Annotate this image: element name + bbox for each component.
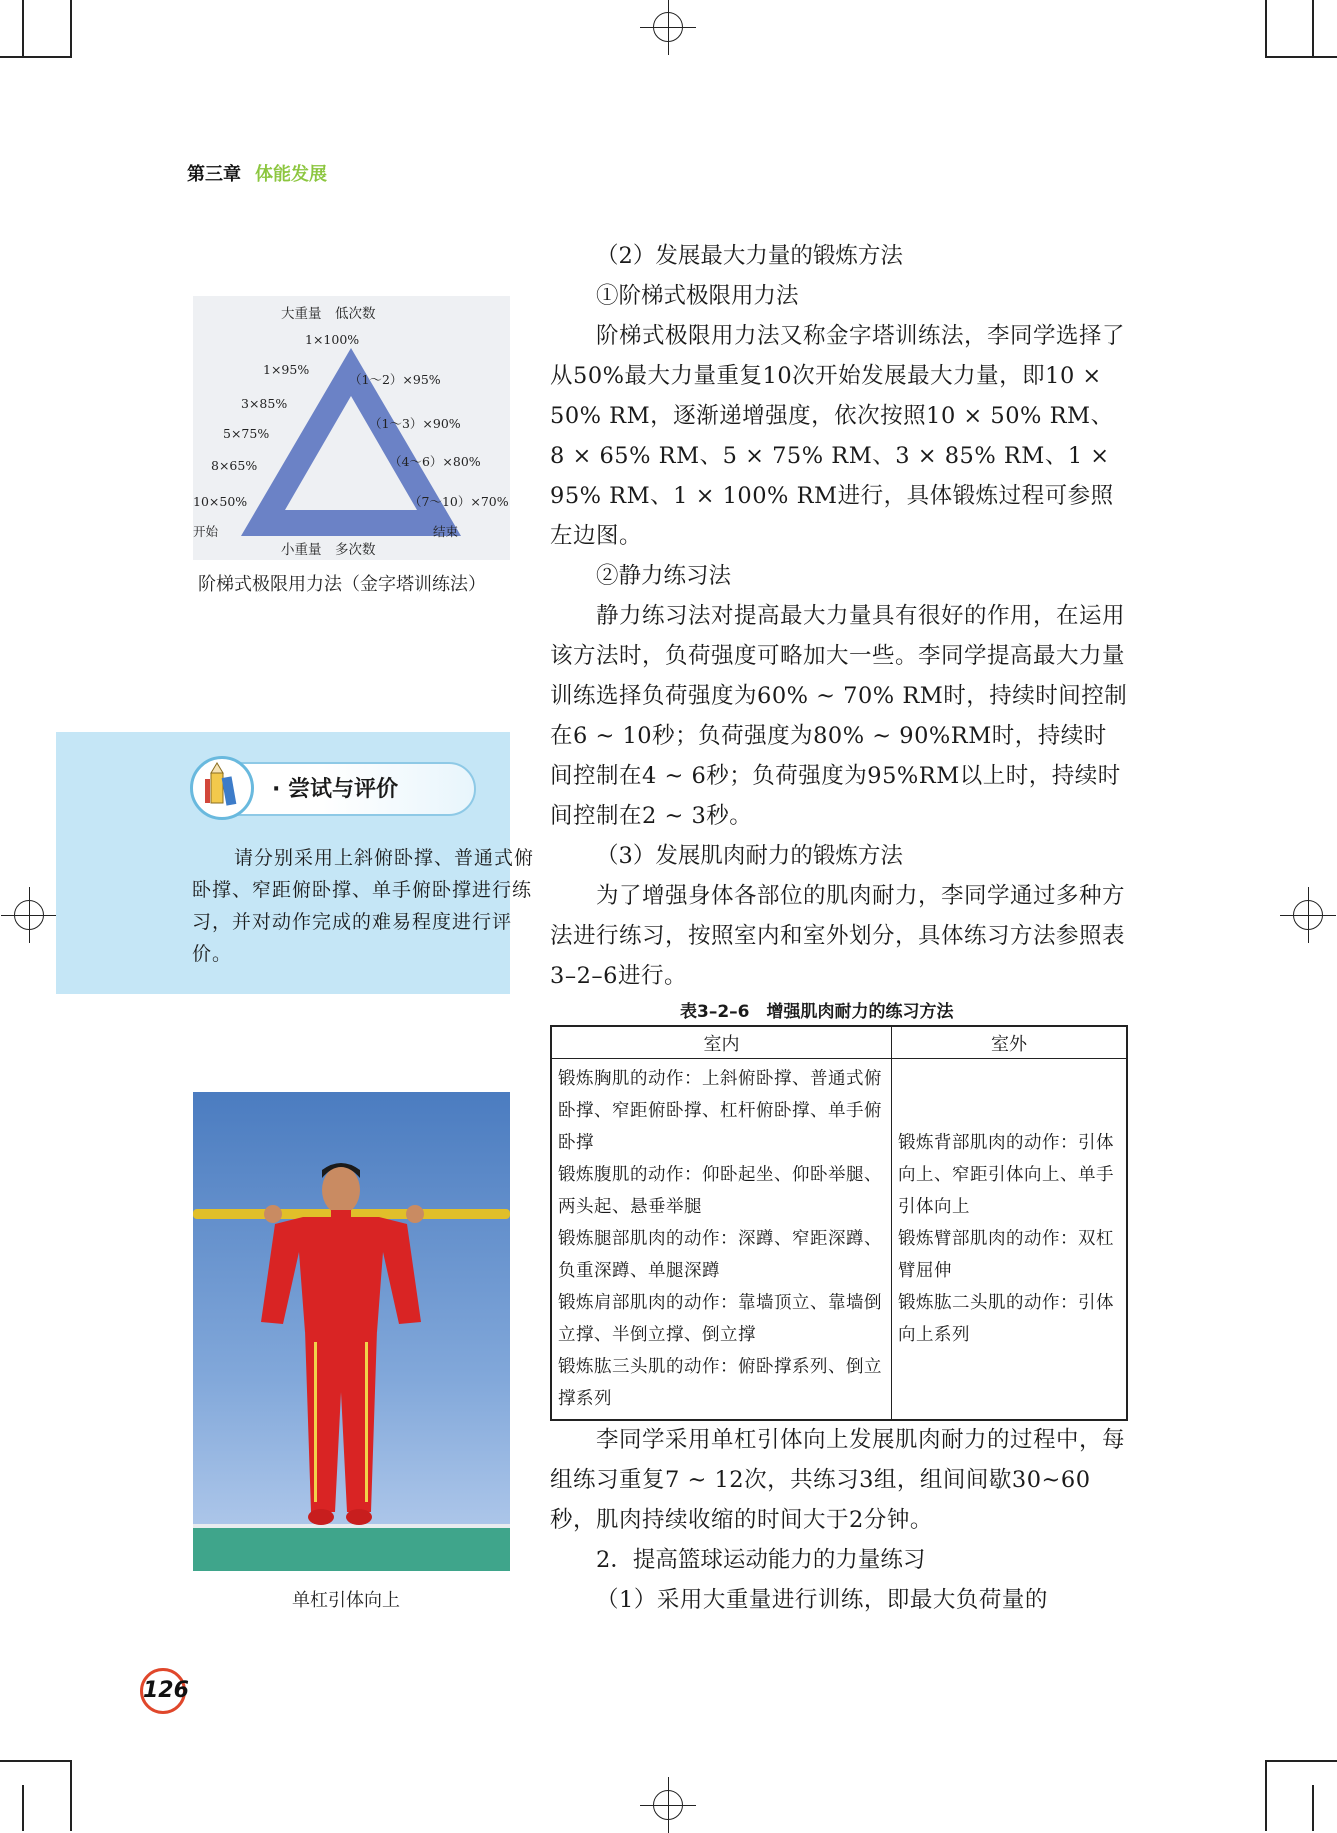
evaluation-title: · 尝试与评价 xyxy=(272,777,399,802)
heading-endurance: （3）发展肌肉耐力的锻炼方法 xyxy=(596,843,903,869)
table-line: 锻炼肩部肌肉的动作：靠墙顶立、靠墙倒立撑、半倒立撑、倒立撑 xyxy=(558,1293,882,1345)
pyramid-top-label: 大重量 低次数 xyxy=(281,306,376,322)
pyramid-bottom-label: 小重量 多次数 xyxy=(281,542,376,558)
pyramid-step: 8×65% xyxy=(211,458,258,473)
table-line: 锻炼腿部肌肉的动作：深蹲、窄距深蹲、负重深蹲、单腿深蹲 xyxy=(558,1229,882,1281)
pyramid-step: 1×95% xyxy=(263,362,310,377)
pyramid-step: （7～10）×70% xyxy=(409,494,509,509)
table-line: 锻炼肱二头肌的动作：引体向上系列 xyxy=(898,1293,1114,1345)
pyramid-step: 3×85% xyxy=(241,396,288,411)
endurance-table xyxy=(550,1025,1128,1421)
table-header-indoor: 室内 xyxy=(551,1026,892,1059)
paragraph-heavy-weight: （1）采用大重量进行训练，即最大负荷量的 xyxy=(596,1587,1048,1613)
running-header xyxy=(187,160,327,186)
photo-caption: 单杠引体向上 xyxy=(292,1590,400,1611)
table-line: 锻炼臂部肌肉的动作：双杠臂屈伸 xyxy=(898,1229,1114,1281)
pyramid-caption: 阶梯式极限用力法（金字塔训练法） xyxy=(198,574,486,595)
pencil-ruler-icon xyxy=(190,756,254,820)
heading-basketball: 2．提高篮球运动能力的力量练习 xyxy=(596,1547,926,1573)
athlete-illustration xyxy=(193,1092,510,1571)
table-cell-indoor xyxy=(551,1059,892,1421)
evaluation-title-text: 尝试与评价 xyxy=(288,777,399,802)
pyramid-step: 1×100% xyxy=(305,332,360,347)
table-line: 锻炼胸肌的动作：上斜俯卧撑、普通式俯卧撑、窄距俯卧撑、杠杆俯卧撑、单手俯卧撑 xyxy=(558,1069,882,1153)
pyramid-step: （1～3）×90% xyxy=(369,416,461,431)
table-line: 锻炼背部肌肉的动作：引体向上、窄距引体向上、单手引体向上 xyxy=(898,1133,1114,1217)
pyramid-start-label: 开始 xyxy=(193,524,219,539)
pullup-photo xyxy=(193,1092,510,1571)
chapter-label: 第三章 xyxy=(187,164,241,185)
table-line: 锻炼腹肌的动作：仰卧起坐、仰卧举腿、两头起、悬垂举腿 xyxy=(558,1165,882,1217)
paragraph-step-method: 阶梯式极限用力法又称金字塔训练法，李同学选择了从50%最大力量重复10次开始发展最大力量，即10 × 50% RM，逐渐递增强度，依次按照10 × 50% RM、8 × 65% RM、5 × 75% RM、3 × 85% RM、1 × 95% RM、1 × 100% RM进行，具体锻炼过程可参照左边图。 xyxy=(550,323,1126,549)
heading-static-method: ②静力练习法 xyxy=(596,563,732,589)
pyramid-step: （1～2）×95% xyxy=(349,372,441,387)
page-number: 126 xyxy=(140,1668,186,1714)
table-header-outdoor: 室外 xyxy=(892,1026,1128,1059)
pyramid-step: （4～6）×80% xyxy=(389,454,481,469)
evaluation-text: 请分别采用上斜俯卧撑、普通式俯卧撑、窄距俯卧撑、单手俯卧撑进行练习，并对动作完成的难易程度进行评价。 xyxy=(192,847,535,965)
pyramid-end-label: 结束 xyxy=(433,524,459,539)
pyramid-step: 5×75% xyxy=(223,426,270,441)
heading-max-strength: （2）发展最大力量的锻炼方法 xyxy=(596,243,903,269)
chapter-topic: 体能发展 xyxy=(255,164,327,185)
table-cell-outdoor xyxy=(892,1059,1128,1421)
table-title: 表3–2–6 增强肌肉耐力的练习方法 xyxy=(680,1002,954,1022)
pyramid-step: 10×50% xyxy=(193,494,248,509)
paragraph-endurance: 为了增强身体各部位的肌肉耐力，李同学通过多种方法进行练习，按照室内和室外划分，具体练习方法参照表3–2–6进行。 xyxy=(550,883,1126,989)
evaluation-box xyxy=(56,732,535,994)
heading-step-method: ①阶梯式极限用力法 xyxy=(596,283,799,309)
table-line: 锻炼肱三头肌的动作：俯卧撑系列、倒立撑系列 xyxy=(558,1357,882,1409)
pyramid-figure xyxy=(193,296,510,560)
paragraph-pullup: 李同学采用单杠引体向上发展肌肉耐力的过程中，每组练习重复7 ~ 12次，共练习3组，组间间歇30~60秒，肌肉持续收缩的时间大于2分钟。 xyxy=(550,1427,1126,1533)
paragraph-static-method: 静力练习法对提高最大力量具有很好的作用，在运用该方法时，负荷强度可略加大一些。李同学提高最大力量训练选择负荷强度为60% ~ 70% RM时，持续时间控制在6 ~ 10秒；负荷强度为80% ~ 90%RM时，持续时间控制在4 ~ 6秒；负荷强度为95%RM以上时，持续时间控制在2 ~ 3秒。 xyxy=(550,603,1128,829)
